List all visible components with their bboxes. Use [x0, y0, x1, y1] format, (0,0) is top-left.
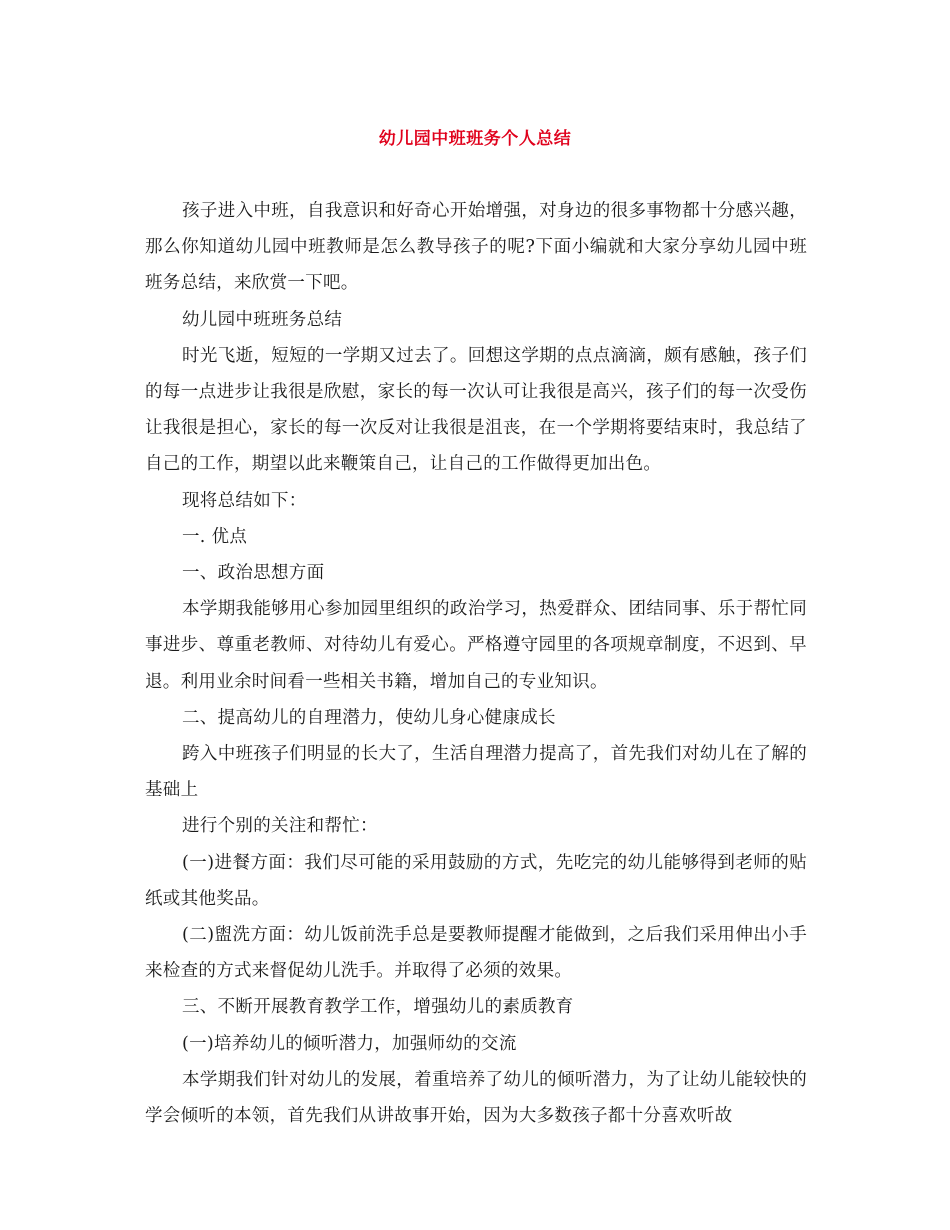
paragraph-listening: 本学期我们针对幼儿的发展，着重培养了幼儿的倾听潜力，为了让幼儿能较快的学会倾听的本领，首先我们从讲故事开始，因为大多数孩子都十分喜欢听故 [145, 1069, 807, 1127]
paragraph-washing: (二)盥洗方面：幼儿饭前洗手总是要教师提醒才能做到，之后我们采用伸出小手来检查的方式来督促幼儿洗手。并取得了必须的效果。 [145, 925, 807, 982]
heading-strengths: 一. 优点 [182, 526, 248, 547]
document-body [145, 193, 807, 1134]
paragraph-political: 本学期我能够用心参加园里组织的政治学习，热爱群众、团结同事、乐于帮忙同事进步、尊重老教师、对待幼儿有爱心。严格遵守园里的各项规章制度，不迟到、早退。利用业余时间看一些相关书籍，增加自己的专业知识。 [145, 599, 807, 692]
paragraph-reflection: 时光飞逝，短短的一学期又过去了。回想这学期的点点滴滴，颇有感触，孩子们的每一点进步让我很是欣慰，家长的每一次认可让我很是高兴，孩子们的每一次受伤让我很是担心，家长的每一次反对让我很是沮丧，在一个学期将要结束时，我总结了自己的工作，期望以此来鞭策自己，让自己的工作做得更加出色。 [145, 345, 807, 475]
heading-political: 一、政治思想方面 [182, 563, 325, 584]
document-title: 幼儿园中班班务个人总结 [378, 129, 572, 149]
heading-education: 三、不断开展教育教学工作，增强幼儿的素质教育 [182, 997, 574, 1018]
paragraph-summary-lead: 现将总结如下： [182, 490, 307, 511]
paragraph-individual-care: 进行个别的关注和帮忙： [182, 816, 378, 837]
paragraph-intro: 孩子进入中班，自我意识和好奇心开始增强，对身边的很多事物都十分感兴趣，那么你知道幼儿园中班教师是怎么教导孩子的呢?下面小编就和大家分享幼儿园中班班务总结，来欣赏一下吧。 [145, 201, 807, 294]
heading-self-care: 二、提高幼儿的自理潜力，使幼儿身心健康成长 [182, 707, 556, 728]
paragraph-self-care: 跨入中班孩子们明显的长大了，生活自理潜力提高了，首先我们对幼儿在了解的基础上 [145, 744, 807, 801]
paragraph-meals: (一)进餐方面：我们尽可能的采用鼓励的方式，先吃完的幼儿能够得到老师的贴纸或其他奖品。 [145, 852, 807, 909]
heading-listening: (一)培养幼儿的倾听潜力，加强师幼的交流 [182, 1033, 517, 1054]
paragraph-subtitle: 幼儿园中班班务总结 [182, 309, 343, 330]
